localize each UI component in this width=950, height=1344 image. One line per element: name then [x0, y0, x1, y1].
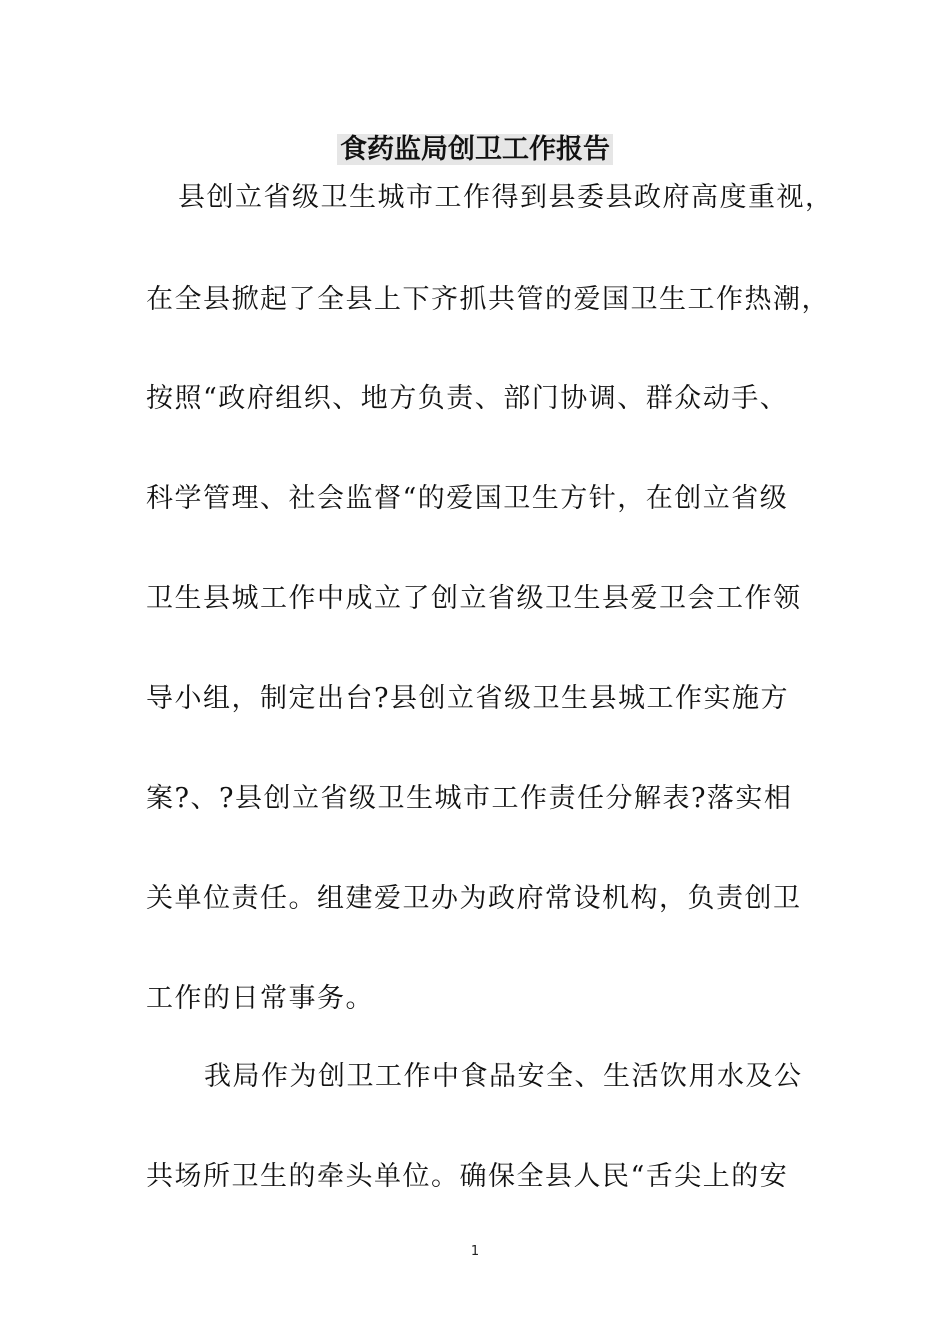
paragraph-line: 科学管理、社会监督“的爱国卫生方针，在创立省级 [146, 483, 789, 514]
paragraph-line: 案?、?县创立省级卫生城市工作责任分解表?落实相 [146, 783, 793, 814]
document-title-text: 食药监局创卫工作报告 [337, 134, 613, 165]
paragraph-line: 导小组，制定出台?县创立省级卫生县城工作实施方 [146, 683, 789, 714]
document-title [0, 130, 950, 170]
paragraph-line: 县创立省级卫生城市工作得到县委县政府高度重视， [178, 182, 834, 213]
paragraph-line: 我局作为创卫工作中食品安全、生活饮用水及公 [204, 1061, 803, 1092]
paragraph-line: 在全县掀起了全县上下齐抓共管的爱国卫生工作热潮， [146, 284, 830, 315]
paragraph-line: 卫生县城工作中成立了创立省级卫生县爱卫会工作领 [146, 583, 802, 614]
paragraph-line: 按照“政府组织、地方负责、部门协调、群众动手、 [146, 383, 789, 414]
page-number: 1 [470, 1244, 480, 1259]
paragraph-line: 工作的日常事务。 [146, 983, 374, 1014]
paragraph-line: 关单位责任。组建爱卫办为政府常设机构，负责创卫 [146, 883, 802, 914]
paragraph-line: 共场所卫生的牵头单位。确保全县人民“舌尖上的安 [146, 1161, 789, 1192]
